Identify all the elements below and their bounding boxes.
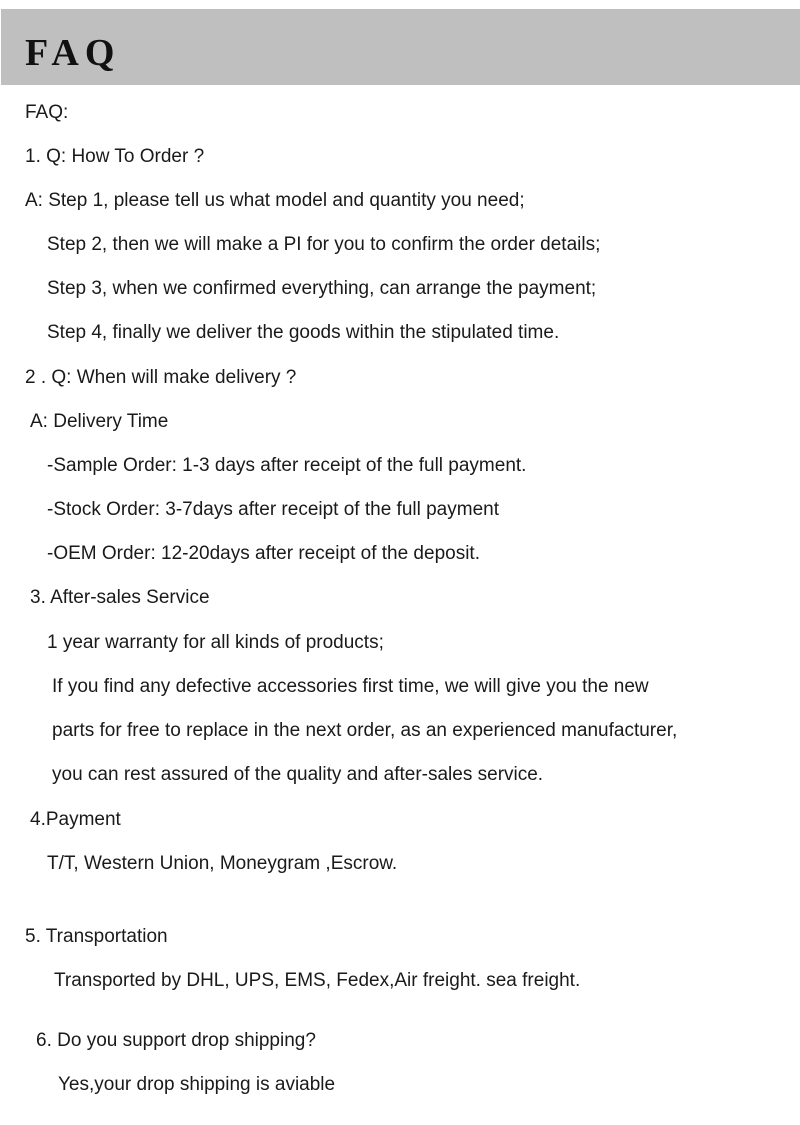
- intro-label: FAQ:: [25, 102, 69, 123]
- q5-heading: 5. Transportation: [25, 926, 168, 947]
- q6-line: Yes,your drop shipping is aviable: [58, 1074, 336, 1095]
- q2-answer-line: -Sample Order: 1-3 days after receipt of the full payment.: [47, 455, 527, 476]
- banner-title: FAQ: [25, 32, 121, 74]
- q1-answer-line: Step 2, then we will make a PI for you to confirm the order details;: [47, 234, 601, 255]
- q2-question: 2 . Q: When will make delivery ?: [25, 367, 297, 388]
- q1-answer-line: A: Step 1, please tell us what model and quantity you need;: [25, 190, 525, 211]
- q3-heading: 3. After-sales Service: [30, 587, 210, 608]
- q2-answer-heading: A: Delivery Time: [30, 411, 169, 432]
- q3-line: If you find any defective accessories first time, we will give you the new: [52, 676, 649, 697]
- q3-line: parts for free to replace in the next order, as an experienced manufacturer,: [52, 720, 678, 741]
- q4-heading: 4.Payment: [30, 809, 121, 830]
- q3-line: you can rest assured of the quality and after-sales service.: [52, 764, 544, 785]
- q3-line: 1 year warranty for all kinds of products;: [47, 632, 384, 653]
- q6-heading: 6. Do you support drop shipping?: [36, 1030, 316, 1051]
- q1-question: 1. Q: How To Order ?: [25, 146, 205, 167]
- q2-answer-line: -OEM Order: 12-20days after receipt of the deposit.: [47, 543, 480, 564]
- faq-banner: [1, 9, 800, 85]
- q2-answer-line: -Stock Order: 3-7days after receipt of the full payment: [47, 499, 499, 520]
- q5-line: Transported by DHL, UPS, EMS, Fedex,Air freight. sea freight.: [54, 970, 581, 991]
- q1-answer-line: Step 3, when we confirmed everything, can arrange the payment;: [47, 278, 597, 299]
- q4-line: T/T, Western Union, Moneygram ,Escrow.: [47, 853, 398, 874]
- q1-answer-line: Step 4, finally we deliver the goods within the stipulated time.: [47, 322, 560, 343]
